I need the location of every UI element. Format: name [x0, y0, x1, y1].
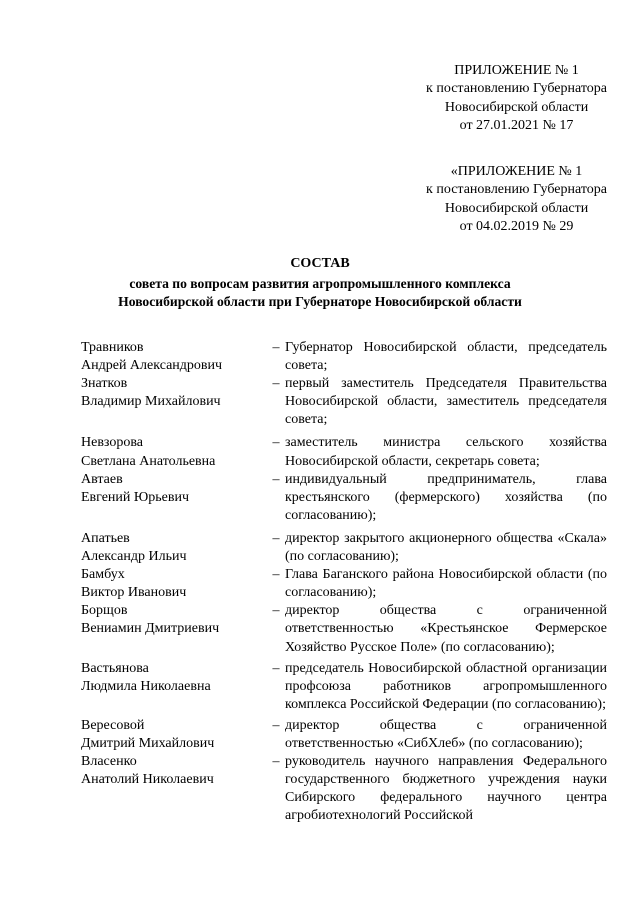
dash: – [272, 660, 280, 676]
dash: – [272, 471, 280, 487]
member-surname: Власенко [81, 754, 137, 770]
member-surname: Невзорова [81, 435, 144, 451]
member-role: директор закрытого акционерного общества «Скала» (по согласованию); [285, 530, 607, 565]
member-role: директор общества с ограниченной ответственностью «СибХлеб» (по согласованию); [285, 717, 607, 751]
member-name [81, 753, 267, 825]
member-surname: Бамбух [81, 567, 125, 583]
member-name [81, 375, 267, 429]
member-given-name: Вениамин Дмитриевич [81, 621, 220, 637]
appendix-line: Новосибирской области [444, 200, 589, 216]
appendix-line: «ПРИЛОЖЕНИЕ № 1 [450, 164, 583, 179]
member-name [81, 530, 267, 566]
member-surname: Вастьянова [81, 660, 149, 676]
member-given-name: Владимир Михайлович [81, 394, 221, 410]
member-name [81, 339, 267, 375]
member-role: директор общества с ограниченной ответственностью «Крестьянское Фермерское Хозяйство Русское Поле» (по согласованию); [285, 603, 607, 655]
member-role: руководитель научного направления Федерального государственного бюджетного учреждения науки Сибирского федерального научного центра агробиотехнологий Российской [285, 754, 607, 824]
appendix-date: от 27.01.2021 № 17 [459, 118, 574, 134]
appendix-original-header [426, 163, 607, 237]
dash: – [272, 567, 280, 583]
appendix-line: к постановлению Губернатора [426, 182, 607, 198]
dash: – [272, 435, 280, 451]
dash: – [272, 340, 280, 355]
member-surname: Знатков [81, 376, 128, 392]
title-line: Новосибирской области при Губернаторе Новосибирской области [118, 294, 522, 309]
member-given-name: Александр Ильич [81, 549, 187, 565]
member-name [81, 434, 267, 470]
dash: – [272, 376, 280, 392]
member-row [81, 566, 607, 602]
dash: – [272, 603, 280, 619]
member-given-name: Светлана Анатольевна [81, 453, 216, 469]
document-title [0, 255, 640, 311]
member-given-name: Андрей Александрович [81, 358, 223, 374]
dash: – [272, 530, 280, 546]
member-row [81, 530, 607, 566]
member-row [81, 717, 607, 753]
member-role: заместитель министра сельского хозяйства Новосибирской области, секретарь совета; [285, 435, 607, 469]
appendix-current-header [426, 62, 607, 136]
member-given-name: Людмила Николаевна [81, 678, 211, 694]
member-surname: Травников [81, 340, 144, 355]
member-name [81, 566, 267, 602]
member-role: индивидуальный предприниматель, глава крестьянского (фермерского) хозяйства (по согласованию); [285, 471, 607, 523]
appendix-line: ПРИЛОЖЕНИЕ № 1 [454, 63, 579, 78]
member-row [81, 602, 607, 656]
member-surname: Апатьев [81, 530, 130, 546]
member-row [81, 375, 607, 429]
member-role: первый заместитель Председателя Правительства Новосибирской области, заместитель председателя совета; [285, 376, 607, 428]
member-surname: Борщов [81, 603, 128, 619]
member-given-name: Евгений Юрьевич [81, 489, 190, 505]
appendix-line: к постановлению Губернатора [426, 81, 607, 97]
dash: – [272, 754, 280, 770]
member-given-name: Анатолий Николаевич [81, 772, 214, 788]
member-surname: Автаев [81, 471, 123, 487]
member-name [81, 471, 267, 525]
member-surname: Вересовой [81, 717, 145, 733]
member-name [81, 660, 267, 714]
dash: – [272, 717, 280, 733]
member-role: председатель Новосибирской областной организации профсоюза работников агропромышленного комплекса Российской Федерации (по согласованию); [285, 660, 607, 712]
member-row [81, 753, 607, 825]
member-given-name: Виктор Иванович [81, 585, 187, 601]
title-line: совета по вопросам развития агропромышленного комплекса [129, 276, 511, 291]
title-heading: СОСТАВ [290, 256, 350, 271]
member-row [81, 471, 607, 525]
member-row [81, 660, 607, 714]
member-name [81, 717, 267, 753]
member-name [81, 602, 267, 656]
appendix-line: Новосибирской области [444, 99, 589, 115]
member-role: Глава Баганского района Новосибирской области (по согласованию); [285, 567, 607, 601]
member-row [81, 339, 607, 375]
members-list [81, 339, 607, 825]
member-role: Губернатор Новосибирской области, председатель совета; [285, 340, 607, 374]
member-row [81, 434, 607, 470]
member-given-name: Дмитрий Михайлович [81, 735, 215, 751]
appendix-date: от 04.02.2019 № 29 [459, 219, 574, 235]
